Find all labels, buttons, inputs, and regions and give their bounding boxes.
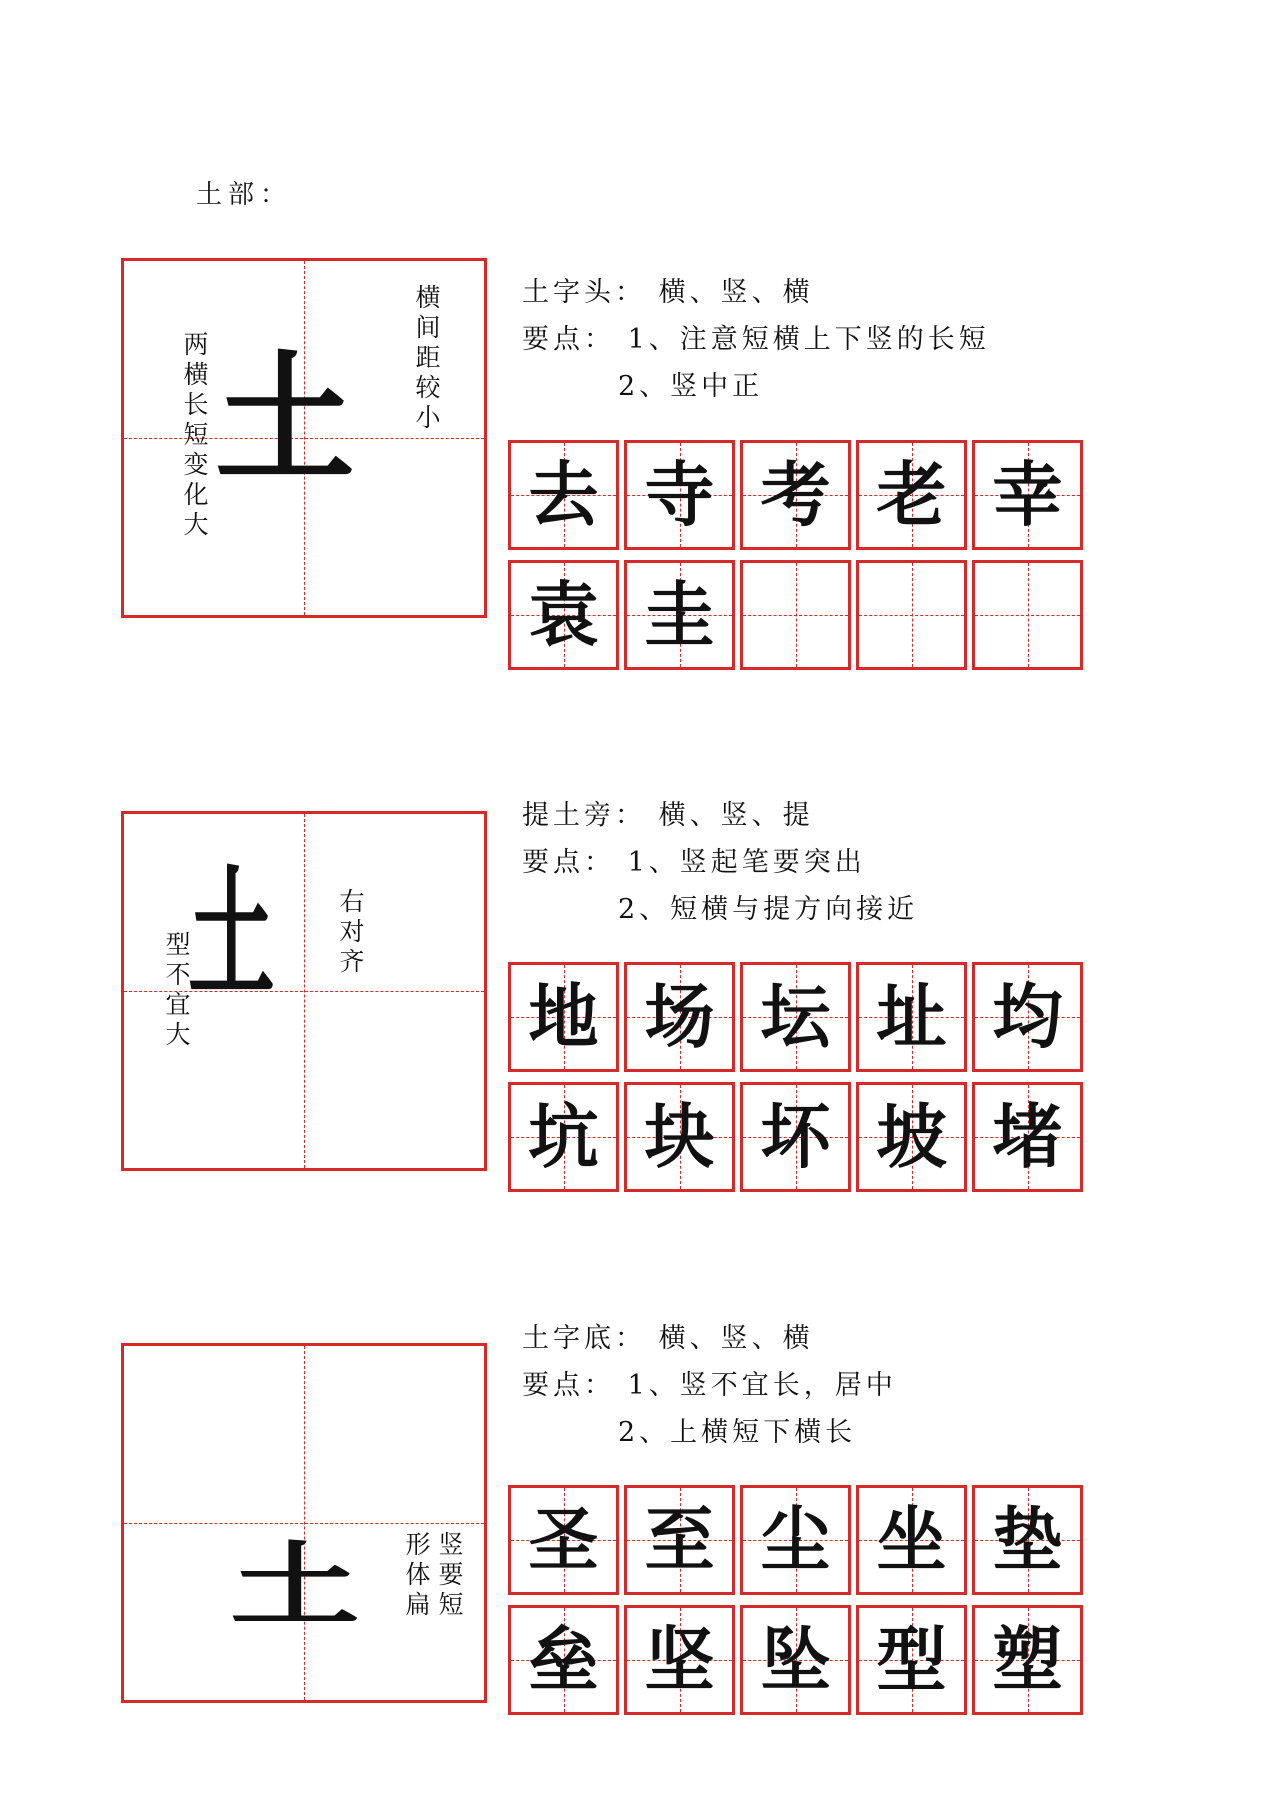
example-char: 寺 [644, 453, 715, 536]
example-cell [624, 1605, 735, 1715]
example-cell [624, 440, 735, 550]
example-cell [856, 440, 967, 550]
example-char: 垫 [992, 1498, 1063, 1581]
example-char: 型 [876, 1618, 947, 1701]
note-right: 竖要短 [438, 1530, 464, 1619]
example-char: 坐 [876, 1498, 947, 1581]
key-point-2: 2、短横与提方向接近 [618, 894, 919, 925]
example-cell [624, 560, 735, 670]
example-char: 堵 [992, 1095, 1063, 1178]
example-char: 圭 [644, 573, 715, 656]
example-cell [856, 560, 967, 670]
example-char: 均 [992, 975, 1063, 1058]
example-cell [972, 1082, 1083, 1192]
example-cell [508, 560, 619, 670]
example-char: 坛 [760, 975, 831, 1058]
note-left: 两横长短变化大 [183, 330, 209, 539]
model-grid [121, 1343, 487, 1703]
example-char: 老 [876, 453, 947, 536]
example-char: 考 [760, 453, 831, 536]
example-char: 地 [528, 975, 599, 1058]
example-cell [972, 560, 1083, 670]
example-cell [972, 1485, 1083, 1595]
radical-heading: 提土旁： 横、竖、提 [522, 800, 814, 831]
key-point-1: 要点： 1、注意短横上下竖的长短 [522, 324, 990, 355]
model-character: 土 [215, 338, 356, 502]
example-cell [972, 1605, 1083, 1715]
example-char: 坏 [760, 1095, 831, 1178]
example-cell [508, 1605, 619, 1715]
example-char: 垒 [528, 1618, 599, 1701]
example-char: 塑 [992, 1618, 1063, 1701]
example-cell [740, 962, 851, 1072]
example-cell [508, 1485, 619, 1595]
note-right: 右对齐 [339, 887, 365, 976]
example-char: 址 [876, 975, 947, 1058]
note-right: 横间距较小 [415, 283, 441, 432]
example-cell [972, 962, 1083, 1072]
example-cell [508, 1082, 619, 1192]
key-point-2: 2、竖中正 [618, 371, 764, 402]
example-char: 去 [528, 453, 599, 536]
example-cell [740, 1605, 851, 1715]
example-char: 块 [644, 1095, 715, 1178]
example-cell [740, 560, 851, 670]
key-point-2: 2、上横短下横长 [618, 1417, 857, 1448]
example-cell [508, 962, 619, 1072]
key-point-1: 要点： 1、竖起笔要突出 [522, 847, 866, 878]
example-char: 坠 [760, 1618, 831, 1701]
page-title: 土部： [196, 180, 293, 210]
example-char: 袁 [528, 573, 599, 656]
example-cell [856, 1605, 967, 1715]
example-char: 尘 [760, 1498, 831, 1581]
note-left: 形体扁 [405, 1530, 431, 1619]
example-char: 坚 [644, 1618, 715, 1701]
example-cell [856, 1082, 967, 1192]
example-cell [624, 1485, 735, 1595]
example-cell [740, 440, 851, 550]
grid-guide-horizontal [124, 1523, 484, 1524]
model-character: 土 [230, 1531, 361, 1639]
example-char: 圣 [528, 1498, 599, 1581]
example-cell [856, 962, 967, 1072]
key-point-1: 要点： 1、竖不宜长，居中 [522, 1370, 897, 1401]
example-char: 场 [644, 975, 715, 1058]
radical-heading: 土字底： 横、竖、横 [522, 1323, 814, 1354]
example-char: 坑 [528, 1095, 599, 1178]
model-character: 土 [188, 853, 275, 1017]
example-char: 坡 [876, 1095, 947, 1178]
example-char: 幸 [992, 453, 1063, 536]
example-cell [740, 1485, 851, 1595]
radical-heading: 土字头： 横、竖、横 [522, 277, 814, 308]
example-cell [856, 1485, 967, 1595]
example-cell [624, 1082, 735, 1192]
example-char: 至 [644, 1498, 715, 1581]
example-cell [972, 440, 1083, 550]
example-cell [740, 1082, 851, 1192]
example-cell [508, 440, 619, 550]
note-left: 型不宜大 [165, 930, 191, 1049]
example-cell [624, 962, 735, 1072]
